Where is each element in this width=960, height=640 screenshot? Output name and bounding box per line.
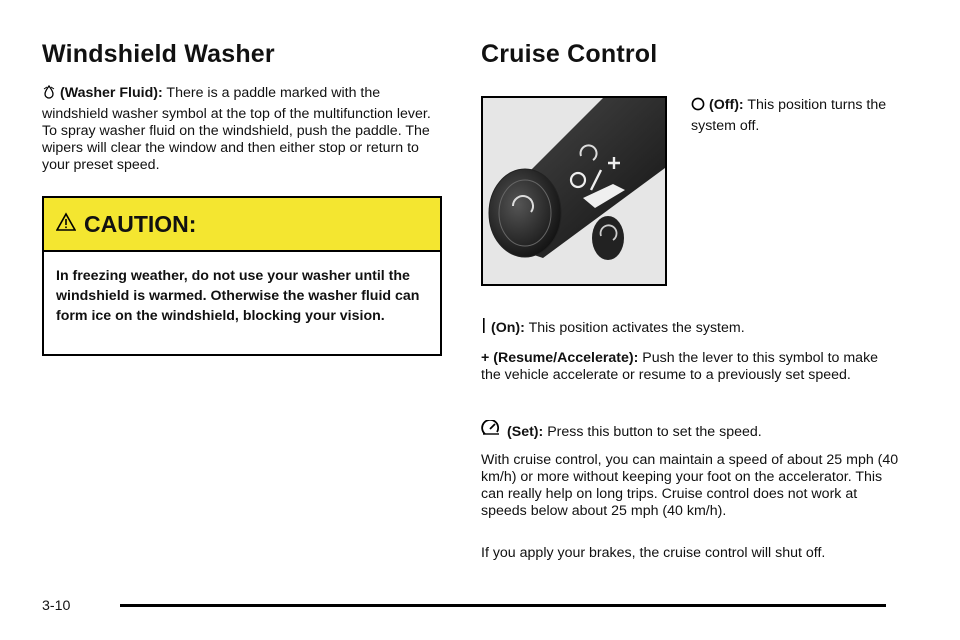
set-description <box>481 420 901 443</box>
off-label: (Off): <box>709 97 744 113</box>
off-text: This position turns the system off. <box>691 97 887 134</box>
on-description <box>481 318 901 339</box>
caution-box <box>42 196 442 356</box>
on-text: This position activates the system. <box>524 320 745 336</box>
off-description <box>691 96 901 136</box>
cruise-paragraph-1: With cruise control, you can maintain a speed of about 25 mph (40 km/h) or more without keeping your foot on the accelerator. This can really help on long trips. Cruise control does not work at speeds below about 25 mph (40 km/h). <box>481 452 899 519</box>
cruise-lever-photo <box>481 96 667 286</box>
caution-title: CAUTION: <box>84 210 197 237</box>
right-column <box>481 40 901 561</box>
resume-label: + (Resume/Accelerate): <box>481 350 639 366</box>
left-column <box>42 40 446 356</box>
washer-fluid-paragraph <box>42 85 446 174</box>
on-line-icon <box>481 318 487 339</box>
washer-fluid-icon <box>42 85 56 104</box>
set-label: (Set): <box>507 424 544 440</box>
on-label: (On): <box>491 320 525 336</box>
page-number: 3-10 <box>42 598 71 614</box>
washer-fluid-text-cont: windshield washer symbol at the top of the multifunction lever. To spray washer fluid on the windshield, push the paddle. The wipers will clear the window and then either stop or return to your preset speed. <box>42 106 431 173</box>
caution-header <box>44 198 440 252</box>
footer-rule <box>120 604 886 607</box>
caution-body: In freezing weather, do not use your washer until the windshield is warmed. Otherwise the washer fluid can form ice on the windshield, blocking your vision. <box>56 268 420 324</box>
washer-fluid-label: (Washer Fluid): <box>60 85 163 101</box>
cruise-paragraph-2: If you apply your brakes, the cruise control will shut off. <box>481 545 826 561</box>
cruise-control-heading: Cruise Control <box>481 40 658 68</box>
set-cruise-icon <box>481 420 503 443</box>
off-circle-icon <box>691 97 705 117</box>
resume-description <box>481 350 901 384</box>
windshield-washer-heading: Windshield Washer <box>42 40 275 68</box>
resume-text: Push the lever to this symbol to make the vehicle accelerate or resume to a previously set speed. <box>481 350 879 383</box>
washer-fluid-text: There is a paddle marked with the <box>162 85 381 101</box>
caution-triangle-icon <box>56 212 76 237</box>
set-text: Press this button to set the speed. <box>543 424 762 440</box>
